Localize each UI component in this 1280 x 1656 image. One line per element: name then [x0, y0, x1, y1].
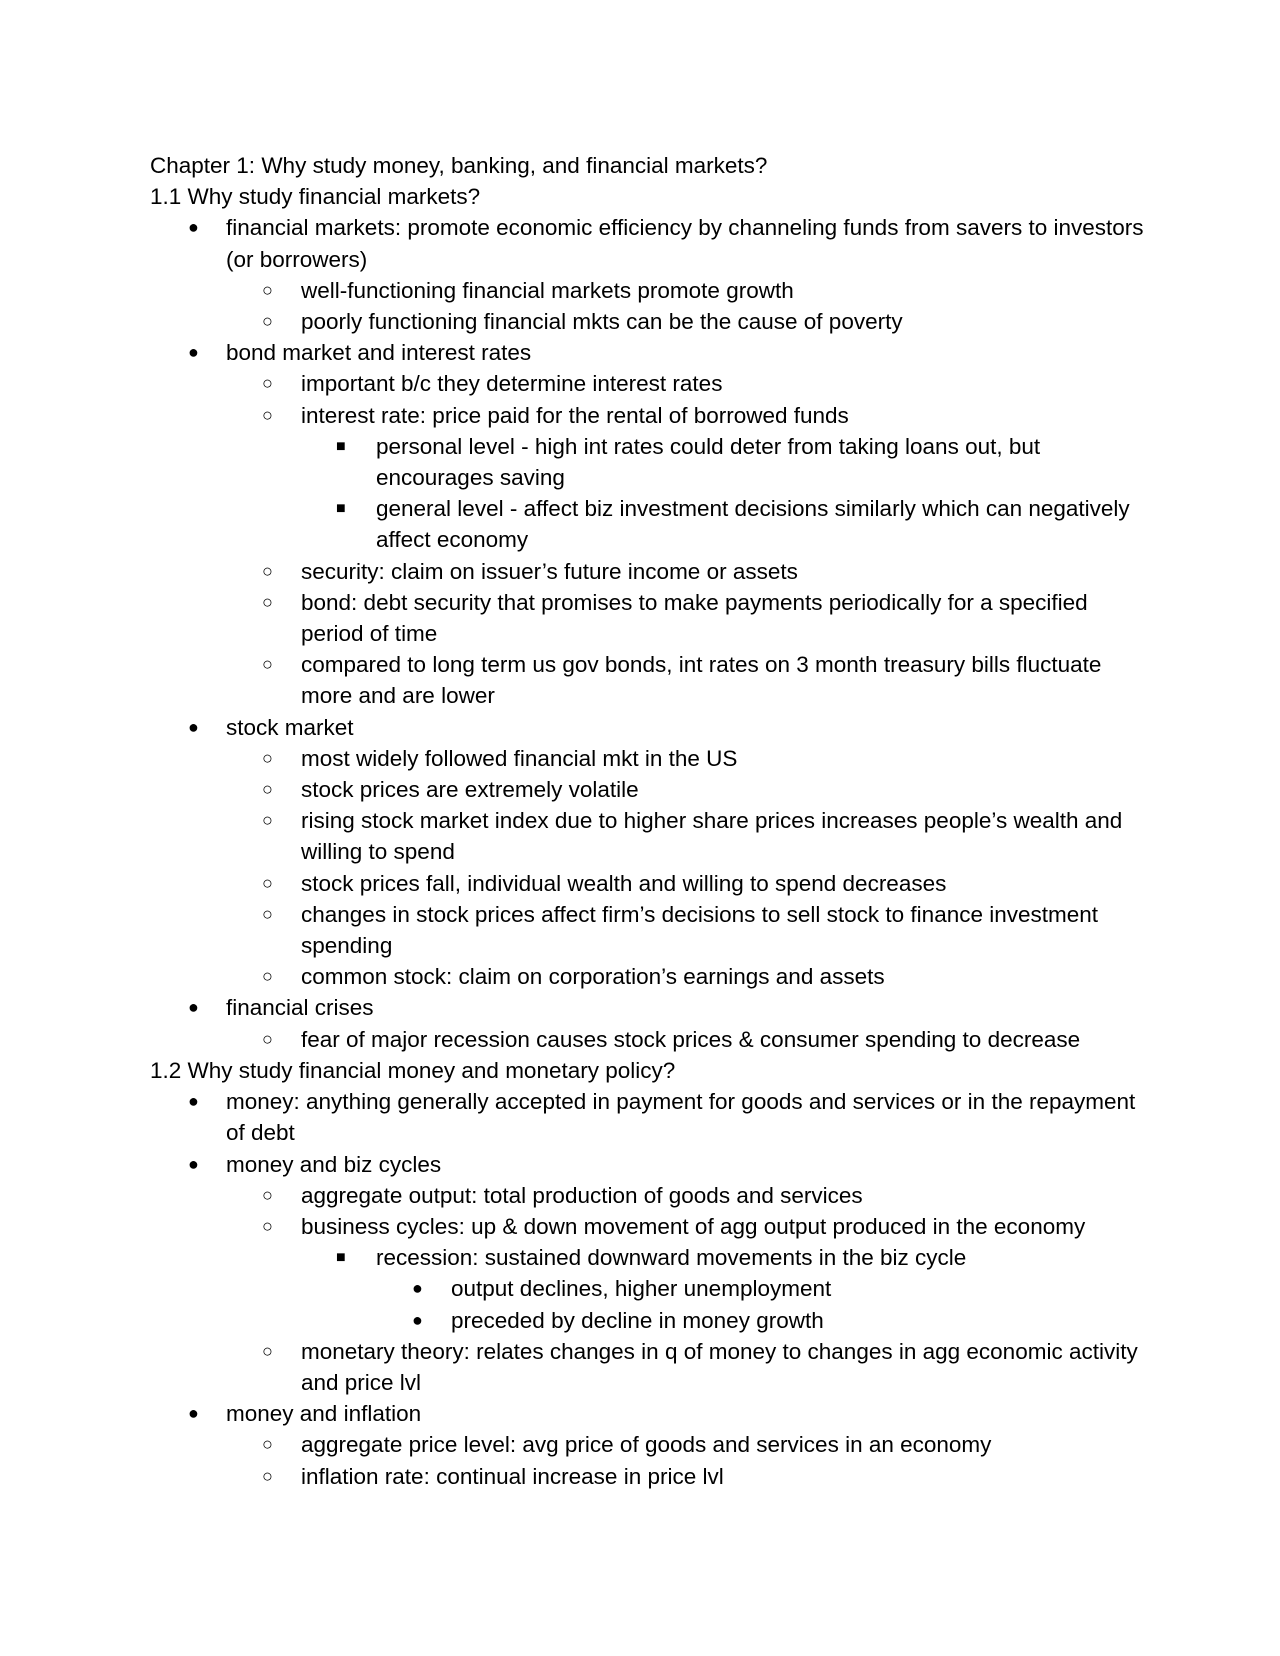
hollow-circle-bullet-icon: ○ — [262, 311, 273, 332]
list-item — [150, 1305, 1150, 1336]
filled-circle-bullet-icon: ● — [188, 217, 199, 238]
item-text: security: claim on issuer’s future income or assets — [301, 558, 798, 584]
list-item — [150, 1429, 1150, 1460]
list-item — [150, 556, 1150, 587]
square-bullet-icon: ■ — [336, 500, 346, 518]
hollow-circle-bullet-icon: ○ — [262, 404, 273, 425]
hollow-circle-bullet-icon: ○ — [262, 966, 273, 987]
hollow-circle-bullet-icon: ○ — [262, 1184, 273, 1205]
list-item — [150, 649, 1150, 711]
list-item — [150, 712, 1150, 743]
item-text: most widely followed financial mkt in the US — [301, 745, 738, 771]
list-item — [150, 212, 1150, 274]
filled-circle-bullet-icon: ● — [188, 342, 199, 363]
hollow-circle-bullet-icon: ○ — [262, 747, 273, 768]
item-text: financial crises — [226, 995, 374, 1021]
chapter-title: Chapter 1: Why study money, banking, and financial markets? — [150, 153, 768, 178]
document-page — [150, 150, 1150, 1492]
list-item — [150, 1149, 1150, 1180]
item-text: preceded by decline in money growth — [451, 1307, 824, 1333]
list-item — [150, 899, 1150, 961]
list-item — [150, 337, 1150, 368]
item-text: aggregate output: total production of goods and services — [301, 1182, 863, 1208]
list-item — [150, 1180, 1150, 1211]
item-text: interest rate: price paid for the rental of borrowed funds — [301, 402, 849, 428]
list-item — [150, 743, 1150, 774]
item-text: rising stock market index due to higher share prices increases people’s wealth and willing to spend — [301, 808, 1123, 865]
section-heading-1-1: 1.1 Why study financial markets? — [150, 184, 481, 210]
hollow-circle-bullet-icon: ○ — [262, 654, 273, 675]
item-text: stock prices fall, individual wealth and willing to spend decreases — [301, 870, 947, 896]
list-item — [150, 400, 1150, 431]
hollow-circle-bullet-icon: ○ — [262, 560, 273, 581]
section-heading-1-2: 1.2 Why study financial money and monetary policy? — [150, 1057, 676, 1083]
hollow-circle-bullet-icon: ○ — [262, 1340, 273, 1361]
square-bullet-icon: ■ — [336, 1249, 346, 1267]
list-item — [150, 587, 1150, 649]
item-text: aggregate price level: avg price of goods and services in an economy — [301, 1432, 992, 1458]
list-item — [150, 1242, 1150, 1273]
item-text: compared to long term us gov bonds, int rates on 3 month treasury bills fluctuate more and are lower — [301, 652, 1102, 709]
item-text: general level - affect biz investment decisions similarly which can negatively affect economy — [376, 496, 1130, 553]
list-item — [150, 306, 1150, 337]
item-text: stock market — [226, 714, 354, 740]
filled-circle-bullet-icon: ● — [188, 997, 199, 1018]
list-item — [150, 1024, 1150, 1055]
hollow-circle-bullet-icon: ○ — [262, 810, 273, 831]
square-bullet-icon: ■ — [336, 437, 346, 455]
item-text: money and biz cycles — [226, 1151, 442, 1177]
item-text: well-functioning financial markets promote growth — [301, 277, 794, 303]
item-text: financial markets: promote economic efficiency by channeling funds from savers to investors (or borrowers) — [226, 215, 1144, 272]
filled-circle-bullet-icon: ● — [412, 1278, 423, 1299]
list-item — [150, 868, 1150, 899]
item-text: fear of major recession causes stock prices & consumer spending to decrease — [301, 1026, 1081, 1052]
item-text: bond market and interest rates — [226, 340, 532, 366]
list-item — [150, 1086, 1150, 1148]
list-item — [150, 1273, 1150, 1304]
hollow-circle-bullet-icon: ○ — [262, 1028, 273, 1049]
hollow-circle-bullet-icon: ○ — [262, 872, 273, 893]
item-text: recession: sustained downward movements in the biz cycle — [376, 1245, 967, 1271]
filled-circle-bullet-icon: ● — [188, 1091, 199, 1112]
item-text: output declines, higher unemployment — [451, 1276, 832, 1302]
filled-circle-bullet-icon: ● — [188, 1403, 199, 1424]
item-text: common stock: claim on corporation’s earnings and assets — [301, 964, 885, 990]
hollow-circle-bullet-icon: ○ — [262, 373, 273, 394]
item-text: personal level - high int rates could deter from taking loans out, but encourages saving — [376, 433, 1041, 491]
list-item — [150, 961, 1150, 992]
filled-circle-bullet-icon: ● — [188, 1153, 199, 1174]
hollow-circle-bullet-icon: ○ — [262, 903, 273, 924]
item-text: stock prices are extremely volatile — [301, 777, 639, 803]
item-text: monetary theory: relates changes in q of money to changes in agg economic activity and price lvl — [301, 1338, 1138, 1395]
hollow-circle-bullet-icon: ○ — [262, 279, 273, 300]
list-item — [150, 774, 1150, 805]
item-text: business cycles: up & down movement of agg output produced in the economy — [301, 1213, 1086, 1239]
list-item — [150, 1461, 1150, 1492]
list-item — [150, 805, 1150, 867]
hollow-circle-bullet-icon: ○ — [262, 779, 273, 800]
hollow-circle-bullet-icon: ○ — [262, 1465, 273, 1486]
list-item — [150, 1211, 1150, 1242]
item-text: poorly functioning financial mkts can be the cause of poverty — [301, 309, 903, 335]
list-item — [150, 992, 1150, 1023]
list-item — [150, 368, 1150, 399]
hollow-circle-bullet-icon: ○ — [262, 591, 273, 612]
item-text: inflation rate: continual increase in price lvl — [301, 1463, 724, 1489]
list-item — [150, 275, 1150, 306]
item-text: money and inflation — [226, 1401, 422, 1427]
item-text: changes in stock prices affect firm’s decisions to sell stock to finance investment spending — [301, 901, 1099, 959]
list-item — [150, 493, 1150, 555]
filled-circle-bullet-icon: ● — [188, 716, 199, 737]
item-text: money: anything generally accepted in payment for goods and services or in the repayment of debt — [226, 1089, 1136, 1146]
filled-circle-bullet-icon: ● — [412, 1309, 423, 1330]
list-item — [150, 1398, 1150, 1429]
hollow-circle-bullet-icon: ○ — [262, 1215, 273, 1236]
list-item — [150, 1336, 1150, 1398]
hollow-circle-bullet-icon: ○ — [262, 1434, 273, 1455]
list-item — [150, 431, 1150, 493]
item-text: bond: debt security that promises to make payments periodically for a specified period of time — [301, 589, 1088, 647]
item-text: important b/c they determine interest rates — [301, 371, 723, 397]
